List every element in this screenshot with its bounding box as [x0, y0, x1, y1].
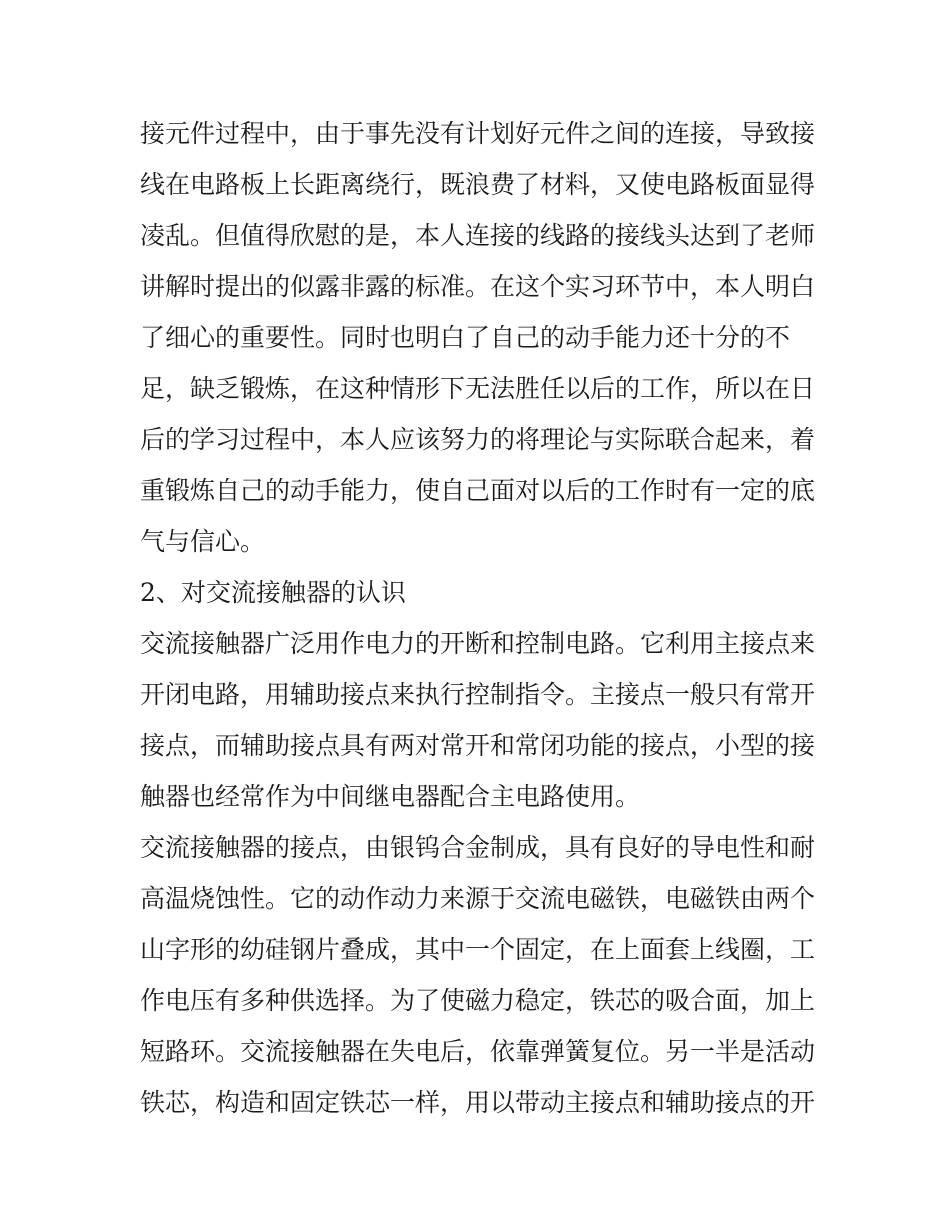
text-line: 触器也经常作为中间继电器配合主电路使用。	[140, 782, 641, 811]
text-line: 短路环。交流接触器在失电后，依靠弹簧复位。另一半是活动	[140, 1037, 816, 1066]
text-line: 气与信心。	[140, 527, 266, 556]
text-line: 后的学习过程中，本人应该努力的将理论与实际联合起来，着	[140, 425, 816, 454]
text-line: 足，缺乏锻炼，在这种情形下无法胜任以后的工作，所以在日	[140, 374, 816, 403]
text-line: 作电压有多种供选择。为了使磁力稳定，铁芯的吸合面，加上	[140, 986, 816, 1015]
text-line: 高温烧蚀性。它的动作动力来源于交流电磁铁，电磁铁由两个	[140, 884, 816, 913]
text-line: 了细心的重要性。同时也明白了自己的动手能力还十分的不	[140, 323, 791, 352]
text-line: 铁芯，构造和固定铁芯一样，用以带动主接点和辅助接点的开	[140, 1088, 816, 1117]
text-line: 重锻炼自己的动手能力，使自己面对以后的工作时有一定的底	[140, 476, 816, 505]
text-line: 讲解时提出的似露非露的标准。在这个实习环节中，本人明白	[140, 272, 816, 301]
text-line: 接元件过程中，由于事先没有计划好元件之间的连接，导致接	[140, 119, 816, 148]
text-line: 开闭电路，用辅助接点来执行控制指令。主接点一般只有常开	[140, 680, 816, 709]
text-line: 凌乱。但值得欣慰的是，本人连接的线路的接线头达到了老师	[140, 221, 816, 250]
body-text	[140, 108, 820, 1128]
text-line: 山字形的幼硅钢片叠成，其中一个固定，在上面套上线圈，工	[140, 935, 816, 964]
text-line: 线在电路板上长距离绕行，既浪费了材料，又使电路板面显得	[140, 170, 816, 199]
section-heading: 2、对交流接触器的认识	[140, 578, 406, 607]
text-line: 交流接触器的接点，由银钨合金制成，具有良好的导电性和耐	[140, 833, 816, 862]
text-line: 交流接触器广泛用作电力的开断和控制电路。它利用主接点来	[140, 629, 816, 658]
text-line: 接点，而辅助接点具有两对常开和常闭功能的接点，小型的接	[140, 731, 816, 760]
